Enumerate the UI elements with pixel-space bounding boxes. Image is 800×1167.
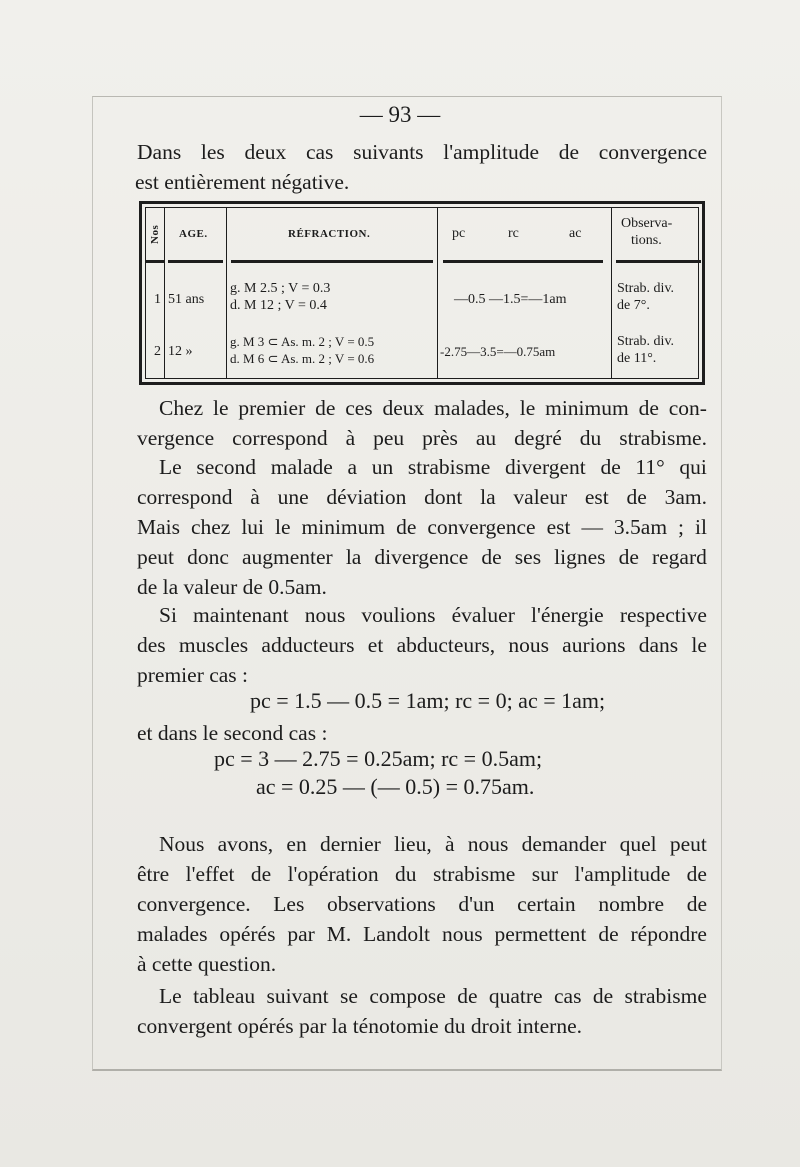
word: donc [187,545,229,569]
word: Le [159,984,182,1008]
row-refraction: g. M 3 ⊂ As. m. 2 ; V = 0.5 [230,334,375,349]
word: à [250,485,260,509]
word: se [340,984,358,1008]
word: de [686,892,707,916]
word: de [457,984,478,1008]
word: con- [668,396,707,420]
word: divergence [374,545,469,569]
word: nous [441,922,483,946]
word: strabisme [624,984,707,1008]
row-refraction: g. M 2.5 ; V = 0.3 [230,281,331,296]
text-line: convergent opérés par la ténotomie du droit interne. [137,1014,582,1038]
formula-second-case: ac = 0.25 — (— 0.5) = 0.75am. [256,774,535,799]
formula-second-case: pc = 3 — 2.75 = 0.25am; rc = 0.5am; [214,746,543,771]
text-line [137,423,707,453]
word: peut [669,832,707,856]
word: correspond [137,485,233,509]
row-observation: Strab. div. [617,334,675,349]
paragraph [137,393,707,453]
word: de [481,545,502,569]
word: peu [373,426,405,450]
word: divergent [504,455,586,479]
word: nous [304,603,346,627]
word: à [444,832,455,856]
word: nous [467,832,509,856]
word: peut [137,545,175,569]
text-line [137,600,707,630]
word: il [694,515,707,539]
word: près [422,426,458,450]
word: deux [382,396,425,420]
word: le [213,396,229,420]
word: augmenter [241,545,333,569]
paragraph [137,452,707,602]
word: demander [521,832,607,856]
word: cas [553,984,582,1008]
word: ses [514,545,542,569]
word: de [638,396,659,420]
word: dont [424,485,463,509]
paragraph [137,600,707,690]
row-observation: de 7°. [617,298,650,313]
word: regard [651,545,707,569]
header-r: rc [508,226,519,241]
text-line [137,630,707,660]
word: de [558,140,580,164]
paragraph [137,981,707,1041]
header-age: AGE. [179,228,208,240]
word: quel [619,832,657,856]
word: convergence [598,140,707,164]
word: avons, [217,832,274,856]
word: malades [137,922,208,946]
refraction-table [139,201,705,385]
word: valeur [513,485,568,509]
word: les [200,140,225,164]
word: opérés [219,922,276,946]
word: suivant [266,984,329,1008]
word: second [196,455,257,479]
word: a [347,455,358,479]
word: strabisme [432,862,516,886]
word: muscles [178,633,249,657]
row-refraction: d. M 12 ; V = 0.4 [230,298,327,313]
text-line: est entièrement négative. [135,170,350,194]
word: au [475,426,497,450]
row-values: —0.5 —1.5=—1am [454,292,567,307]
row-observation: de 11°. [617,351,657,366]
word: compose [369,984,446,1008]
word: la [480,485,496,509]
word: du [395,862,417,886]
word: degré [514,426,562,450]
word: l'effet [185,862,235,886]
word: lieu, [394,832,432,856]
word: de [396,515,417,539]
word: nous [508,633,549,657]
word: respective [619,603,707,627]
word: maintenant [193,603,289,627]
word: déviation [326,485,407,509]
word: chez [190,515,231,539]
word: quatre [488,984,543,1008]
text-line: et dans le second cas : [137,721,328,745]
word: minimum [545,396,629,420]
text-line [137,889,707,919]
word: par [287,922,315,946]
word: l'amplitude [443,140,540,164]
word: Chez [159,396,204,420]
word: lui [241,515,265,539]
text-line [137,829,707,859]
text-line [137,512,707,542]
word: M. [326,922,352,946]
word: suivants [353,140,424,164]
word: un [371,455,394,479]
word: nombre [598,892,665,916]
word: tableau [193,984,256,1008]
word: dernier [319,832,381,856]
word: dans [638,633,679,657]
text-line: à cette question. [137,952,277,976]
word: en [286,832,307,856]
word: l'amplitude [574,862,671,886]
text-line [137,137,707,167]
word: ; [678,515,685,539]
word: des [137,633,166,657]
page-number: — 93 — [359,102,441,127]
header-refraction: RÉFRACTION. [288,228,371,240]
word: une [277,485,309,509]
word: lignes [554,545,606,569]
word: certain [517,892,576,916]
word: permettent [494,922,587,946]
text-line [137,919,707,949]
word: être [137,862,170,886]
word: correspond [232,426,328,450]
word: Le [159,455,182,479]
word: minimum [301,515,386,539]
word: du [579,426,602,450]
header-a: ac [569,226,582,241]
word: est [546,515,571,539]
word: Landolt [363,922,431,946]
text-line [137,393,707,423]
header-num: Nos [149,224,161,244]
text-line: premier cas : [137,663,249,687]
word: la [345,545,362,569]
word: le [275,515,291,539]
word: qui [679,455,707,479]
word: de [598,922,619,946]
text-line [137,482,707,512]
word: Si [159,603,177,627]
row-values: -2.75—3.5=—0.75am [440,344,556,359]
word: — [581,515,603,539]
row-age: 51 ans [168,292,205,307]
word: vergence [137,426,215,450]
word: de [592,984,614,1008]
word: premier [238,396,306,420]
intro-paragraph [137,137,707,197]
word: d'un [458,892,495,916]
word: 3.5am [613,515,668,539]
row-num: 2 [154,344,161,359]
header-observations: tions. [631,233,662,248]
word: et [367,633,384,657]
text-line [137,542,707,572]
word: de [600,455,621,479]
word: deux [244,140,287,164]
row-age: 12 » [168,344,193,359]
word: de [250,862,272,886]
word: évaluer [451,603,515,627]
word: abducteurs, [396,633,496,657]
word: adducteurs [261,633,355,657]
word: le [691,633,707,657]
word: est [584,485,609,509]
word: de [626,485,647,509]
word: de [686,862,707,886]
row-observation: Strab. div. [617,281,675,296]
word: répondre [630,922,707,946]
word: 11° [635,455,665,479]
text-line [137,981,707,1011]
word: voulions [361,603,436,627]
word: ces [345,396,373,420]
word: Nous [159,832,205,856]
row-refraction: d. M 6 ⊂ As. m. 2 ; V = 0.6 [230,351,375,366]
header-observations: Observa- [621,216,673,231]
word: Mais [137,515,180,539]
word: observations [327,892,436,916]
word: strabisme. [619,426,707,450]
word: malades, [434,396,510,420]
word: 3am. [664,485,707,509]
word: malade [270,455,333,479]
text-line [137,452,707,482]
row-num: 1 [154,292,161,307]
word: Dans [137,140,182,164]
word: de [618,545,639,569]
word: aurions [562,633,626,657]
word: Les [273,892,305,916]
word: l'opération [287,862,379,886]
word: strabisme [407,455,491,479]
header-p: pc [452,226,466,241]
word: sur [531,862,559,886]
formula-first-case: pc = 1.5 — 0.5 = 1am; rc = 0; ac = 1am; [250,688,606,713]
paragraph [137,829,707,979]
word: convergence. [137,892,251,916]
word: l'énergie [530,603,604,627]
paragraph [137,718,707,748]
word: convergence [427,515,536,539]
word: à [345,426,356,450]
text-line [137,859,707,889]
word: de [315,396,336,420]
text-line: de la valeur de 0.5am. [137,575,327,599]
word: le [519,396,536,420]
word: cas [305,140,334,164]
